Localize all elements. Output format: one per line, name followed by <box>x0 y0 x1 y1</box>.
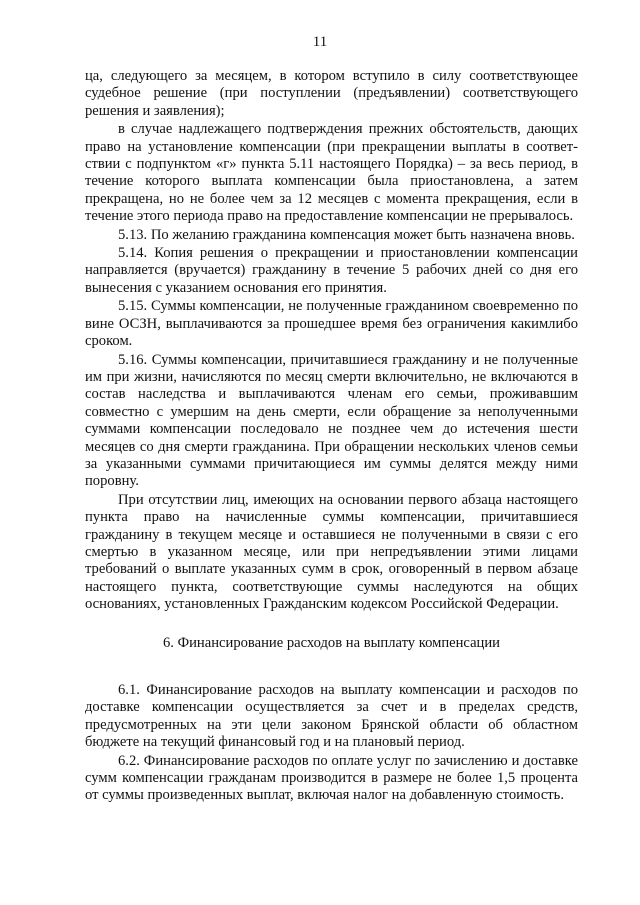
page-number: 11 <box>312 34 328 50</box>
paragraph-5-13: 5.13. По желанию гражданина компенсация может быть назначена вновь. <box>118 226 575 243</box>
paragraph-5-16-inheritance: При отсутствии лиц, имеющих на основании первого абзаца настоящего пункта право на начисленные суммы компенсации, причитавшиеся гражданину в текущем месяце и оставшиеся не полученными в связи с его смертью в указанном месяце, или при непредъявлении этими лицами требований о выплате указанных сумм в срок, оговоренный в первом абзаце настоящего пункта, соответствующие суммы наследуются на общих основаниях, установленных Гражданским кодексом Российской Федерации. <box>85 491 578 613</box>
paragraph-5-14: 5.14. Копия решения о прекращении и приостановлении компенсации направляется (вручается) гражданину в течение 5 рабочих дней со дня его вынесения с указанием основания его принятия. <box>85 245 578 296</box>
paragraph-6-2: 6.2. Финансирование расходов по оплате услуг по зачислению и доставке сумм компенсации гражданам производится в размере не более 1,5 процента от суммы произведенных выплат, включая налог на добавленную стоимость. <box>85 752 578 804</box>
paragraph-6-1: 6.1. Финансирование расходов на выплату компенсации и расходов по доставке компенсации осуществляется за счет и в пределах средств, предусмотренных на эти цели законом Брянской области об областном бюджете на текущий финансовый год и на плановый период. <box>85 682 578 751</box>
paragraph-5-16: 5.16. Суммы компенсации, причитавшиеся гражданину и не полученные им при жизни, начисляются по месяц смерти включительно, не включаются в состав наследства и выплачиваются членам его семьи, проживавшим совместно с умершим на день смерти, если обращение за неполученными суммами компенсации последовало не позднее чем до истечения шести месяцев со дня смерти гражданина. При обращении нескольких членов семьи за указанными суммами причитающиеся им суммы делятся между ними поровну. <box>85 351 578 490</box>
section-title: 6. Финансирование расходов на выплату компенсации <box>163 634 500 651</box>
paragraph-5-15: 5.15. Суммы компенсации, не полученные гражданином своевременно по вине ОСЗН, выплачиваются за прошедшее время без ограничения какимлибо сроком. <box>85 298 578 350</box>
document-body <box>85 68 578 806</box>
paragraph-restoration-period: в случае надлежащего подтверждения прежних обстоятельств, дающих право на установление компенсации (при прекращении выплаты в соответствии с подпунктом «г» пункта 5.11 настоящего Порядка) – за весь период, в течение которого выплата компенсации была приостановлена, а затем прекращена, но не более чем за 12 месяцев с момента прекращения, если в течение этого периода право на предоставление компенсации не прерывалось. <box>85 121 578 225</box>
paragraph-continuation: ца, следующего за месяцем, в котором вступило в силу соответствующее судебное решение (при поступлении (предъявлении) соответствующего решения и заявления); <box>85 68 578 119</box>
